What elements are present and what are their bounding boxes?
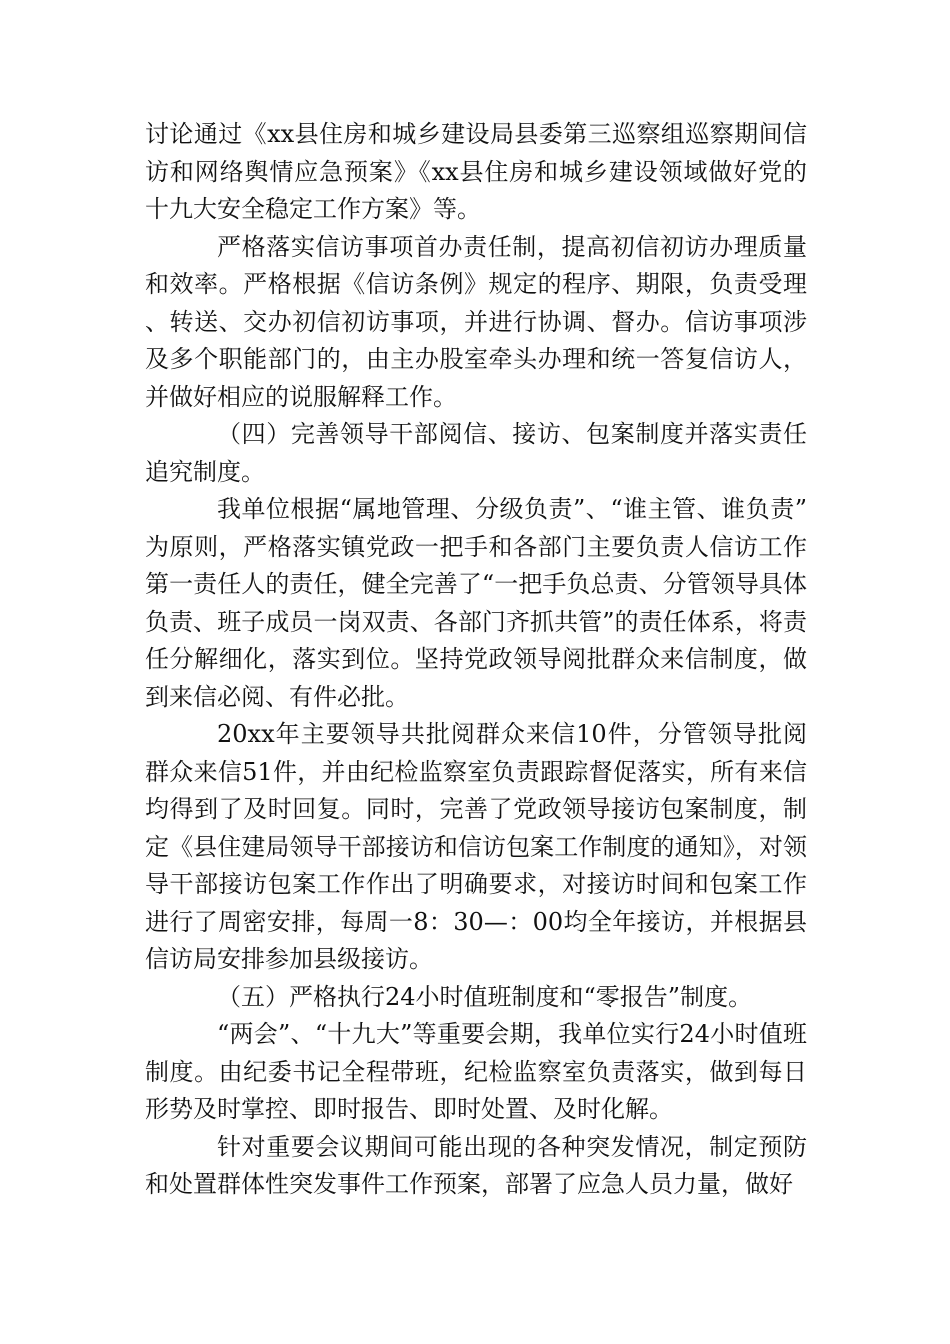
document-body [145,116,807,1204]
paragraph-duty-system: “两会”、“十九大”等重要会期，我单位实行24小时值班制度。由纪委书记全程带班，纪检监察室负责落实，做到每日形势及时掌控、即时报告、即时处置、及时化解。 [145,1020,807,1123]
paragraph-responsibility-system: 我单位根据“属地管理、分级负责”、“谁主管、谁负责”为原则，严格落实镇党政一把手和各部门主要负责人信访工作第一责任人的责任，健全完善了“一把手负总责、分管领导具体负责、班子成员一岗双责、各部门齐抓共管”的责任体系，将责任分解细化，落实到位。坚持党政领导阅批群众来信制度，做到来信必阅、有件必批。 [145,495,807,711]
section-heading-4: （四）完善领导干部阅信、接访、包案制度并落实责任追究制度。 [145,420,807,486]
section-heading-5: （五）严格执行24小时值班制度和“零报告”制度。 [217,982,753,1011]
paragraph-letter-review-stats: 20xx年主要领导共批阅群众来信10件，分管领导批阅群众来信51件，并由纪检监察室负责跟踪督促落实，所有来信均得到了及时回复。同时，完善了党政领导接访包案制度，制定《县住建局领导干部接访和信访包案工作制度的通知》，对领导干部接访包案工作作出了明确要求，对接访时间和包案工作进行了周密安排，每周一8：30—：00均全年接访，并根据县信访局安排参加县级接访。 [145,720,807,973]
paragraph-first-handling-responsibility: 严格落实信访事项首办责任制，提高初信初访办理质量和效率。严格根据《信访条例》规定的程序、期限，负责受理、转送、交办初信初访事项，并进行协调、督办。信访事项涉及多个职能部门的，由主办股室牵头办理和统一答复信访人，并做好相应的说服解释工作。 [145,232,807,411]
paragraph-continuation: 讨论通过《xx县住房和城乡建设局县委第三巡察组巡察期间信访和网络舆情应急预案》《xx县住房和城乡建设领域做好党的十九大安全稳定工作方案》等。 [145,120,807,223]
paragraph-emergency-plan: 针对重要会议期间可能出现的各种突发情况，制定预防和处置群体性突发事件工作预案，部署了应急人员力量，做好 [145,1132,807,1198]
